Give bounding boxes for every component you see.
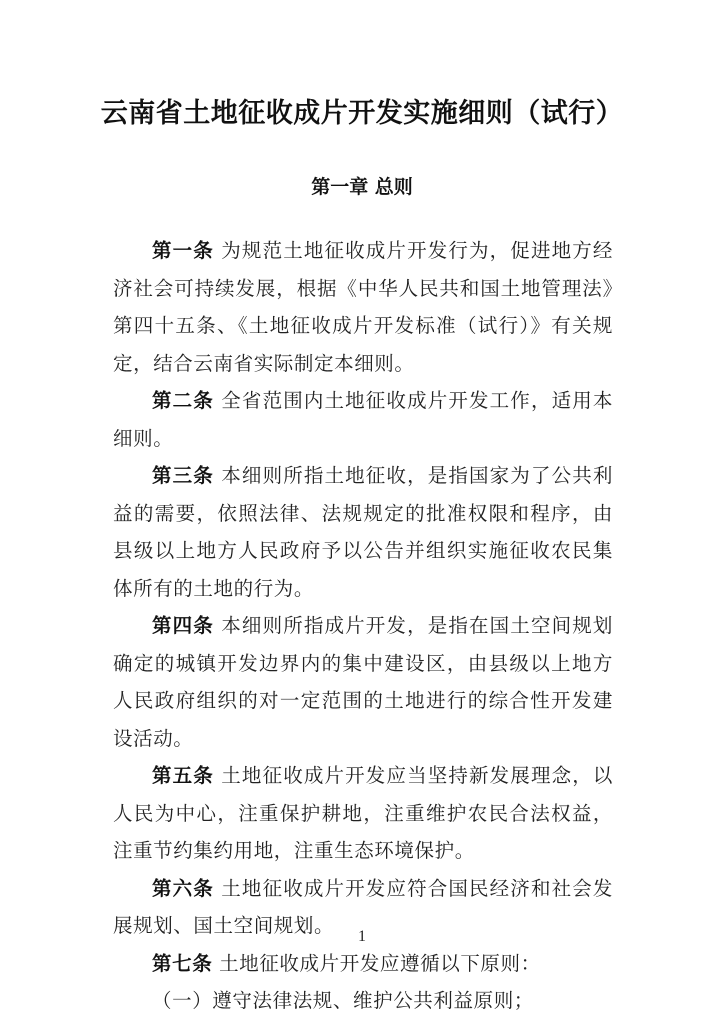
list-item: （一）遵守法律法规、维护公共利益原则； — [152, 989, 534, 1012]
article-text: 全省范围内土地征收成片开发工作，适用本细则。 — [113, 389, 613, 450]
article-number: 第六条 — [152, 876, 214, 900]
chapter-heading: 第一章 总则 — [311, 176, 413, 198]
article-5 — [113, 757, 613, 870]
article-text: 本细则所指土地征收，是指国家为了公共利益的需要，依照法律、法规规定的批准权限和程序，由县级以上地方人民政府予以公告并组织实施征收农民集体所有的土地的行为。 — [113, 464, 613, 600]
article-text: 本细则所指成片开发，是指在国土空间规划确定的城镇开发边界内的集中建设区，由县级以上地方人民政府组织的对一定范围的土地进行的综合性开发建设活动。 — [113, 614, 613, 750]
article-number: 第一条 — [152, 239, 214, 262]
article-number: 第四条 — [152, 614, 214, 637]
article-1 — [113, 232, 613, 382]
article-text: 土地征收成片开发应遵循以下原则： — [219, 951, 541, 975]
article-number: 第三条 — [152, 464, 214, 487]
article-number: 第五条 — [152, 764, 214, 787]
article-3 — [113, 457, 613, 607]
article-7 — [113, 945, 613, 983]
article-text: 土地征收成片开发应符合国民经济和社会发展规划、国土空间规划。 — [113, 876, 613, 937]
article-text: 土地征收成片开发应当坚持新发展理念，以人民为中心，注重保护耕地，注重维护农民合法权益，注重节约集约用地，注重生态环境保护。 — [113, 764, 613, 862]
page-number: 1 — [358, 928, 366, 945]
document-body — [113, 232, 613, 1020]
article-text: 为规范土地征收成片开发行为，促进地方经济社会可持续发展，根据《中华人民共和国土地管理法》第四十五条、《土地征收成片开发标准（试行）》有关规定，结合云南省实际制定本细则。 — [113, 239, 613, 375]
article-2 — [113, 382, 613, 457]
article-4 — [113, 607, 613, 757]
article-number: 第二条 — [152, 389, 214, 412]
article-number: 第七条 — [152, 951, 213, 975]
document-title: 云南省土地征收成片开发实施细则（试行） — [100, 98, 624, 129]
